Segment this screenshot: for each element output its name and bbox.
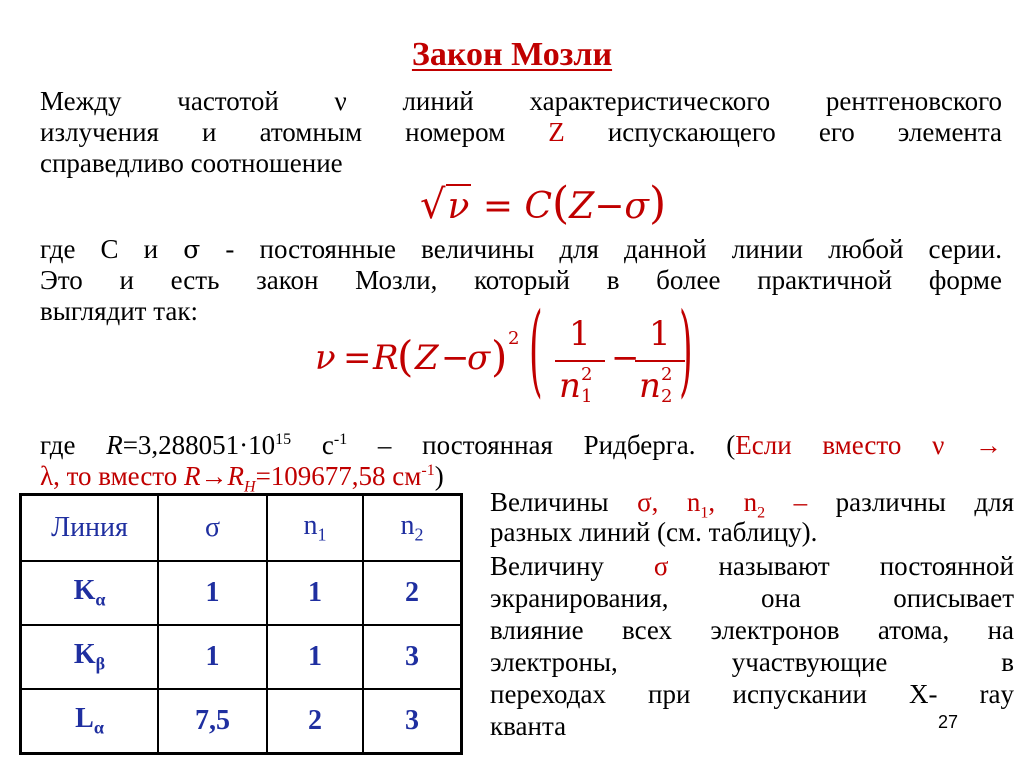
- cell-line: $L_\alpha$: [21, 689, 159, 753]
- explain-line-3: выглядит так:: [40, 296, 198, 326]
- table-row: [21, 689, 462, 753]
- right-line-3: Величину σ называют постоянной: [490, 551, 1014, 581]
- cell-n2: 2: [363, 561, 462, 625]
- series-table: [19, 493, 463, 755]
- right-line-2: разных линий (см. таблицу).: [490, 517, 818, 547]
- cell-sigma: 1: [158, 561, 267, 625]
- right-line-1: Величины σ, $n_1$, $n_2$ – различны для: [490, 487, 1015, 522]
- header-n1: $n_1$: [267, 495, 363, 561]
- rydberg-line-1: где $R=3,288051\cdot 10^{15}$ $с^{-1}$ – постоянная Ридберга. (Если вместо ν →: [40, 430, 1003, 460]
- moseley-formula: √ν = C(Z−σ): [420, 178, 667, 229]
- cell-n1: 2: [267, 689, 363, 753]
- right-line-7: переходах при испускании X- ray: [490, 679, 1014, 709]
- table-row: [21, 625, 462, 689]
- header-n2: $n_2$: [363, 495, 462, 561]
- z-symbol: Z: [548, 117, 565, 147]
- cell-line: $K_\alpha$: [21, 561, 159, 625]
- cell-line: $K_\beta$: [21, 625, 159, 689]
- page-title: Закон Мозли: [411, 36, 613, 73]
- cell-sigma: 7,5: [158, 689, 267, 753]
- table-row: [21, 561, 462, 625]
- cell-n2: 3: [363, 625, 462, 689]
- explain-line-1: где С и σ - постоянные величины для данной линии любой серии.: [40, 234, 1002, 264]
- right-line-6: электроны, участвующие в: [490, 647, 1014, 677]
- page-number: 27: [938, 712, 959, 732]
- right-line-5: влияние всех электронов атома, на: [490, 615, 1014, 645]
- right-line-8: кванта: [490, 711, 567, 741]
- header-line: Линия: [21, 495, 159, 561]
- cell-n1: 1: [267, 561, 363, 625]
- header-sigma: σ: [158, 495, 267, 561]
- explain-line-2: Это и есть закон Мозли, который в более практичной форме: [40, 265, 1002, 295]
- cell-n1: 1: [267, 625, 363, 689]
- table-header-row: [21, 495, 462, 561]
- right-line-4: экранирования, она описывает: [490, 583, 1014, 613]
- cell-n2: 3: [363, 689, 462, 753]
- intro-line-1: Между частотой ν линий характеристического рентгеновского: [40, 86, 1002, 116]
- intro-line-2: излучения и атомным номером Z испускающего его элемента: [40, 117, 1002, 147]
- intro-line-3: справедливо соотношение: [40, 148, 343, 178]
- rydberg-line-2: λ, то вместо $R\to R_H=109677,58$ $см^{-1}$): [40, 461, 444, 496]
- cell-sigma: 1: [158, 625, 267, 689]
